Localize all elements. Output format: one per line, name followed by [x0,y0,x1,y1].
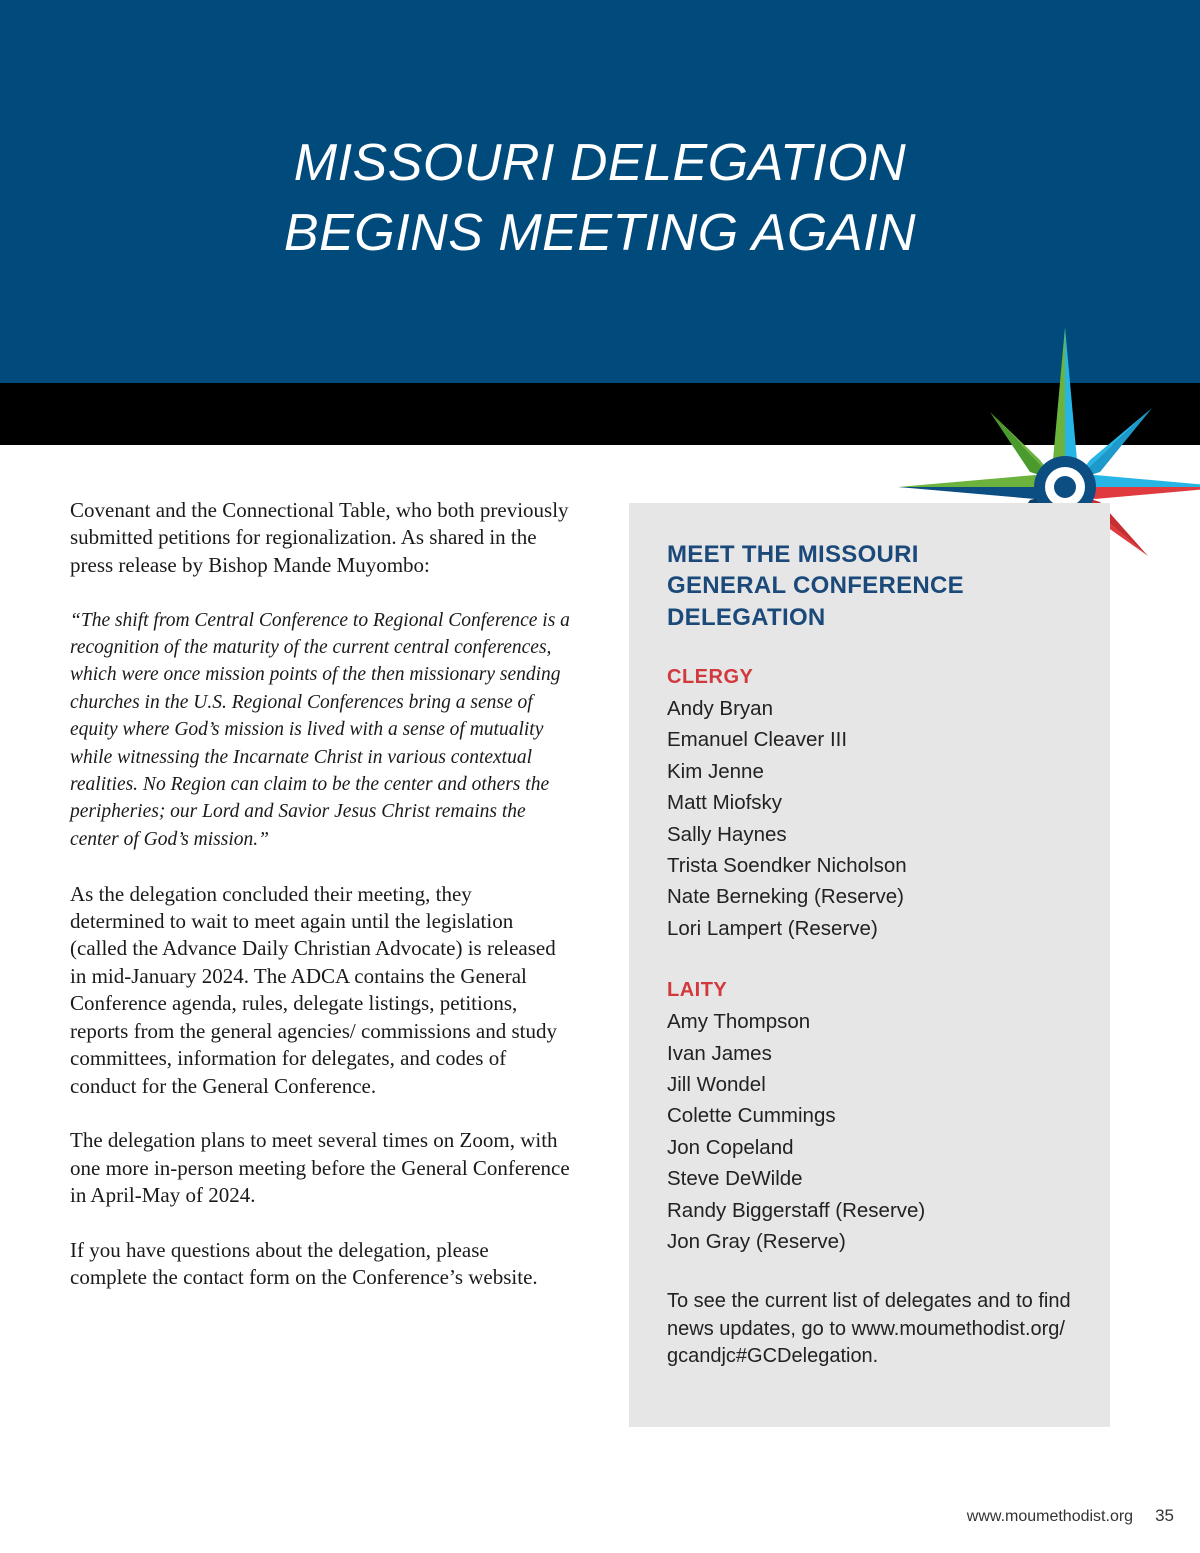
article-body [70,497,570,1319]
paragraph-intro: Covenant and the Connectional Table, who both previously submitted petitions for regionalization. As shared in the press release by Bishop Mande Muyombo: [70,498,569,577]
list-item: Randy Biggerstaff (Reserve) [667,1198,926,1222]
list-item: Jon Copeland [667,1135,794,1159]
paragraph-zoom: The delegation plans to meet several times on Zoom, with one more in-person meeting before the General Conference in April-May of 2024. [70,1128,570,1208]
sidebar-title-line-2: GENERAL CONFERENCE [667,572,964,600]
list-item: Steve DeWilde [667,1167,803,1191]
sidebar-title-line-1: MEET THE MISSOURI [667,541,919,568]
list-item: Colette Cummings [667,1104,836,1128]
list-item: Trista Soendker Nicholson [667,853,907,877]
laity-list [667,1006,1087,1257]
list-item: Ivan James [667,1041,772,1065]
compass-center-dot [1054,476,1076,498]
page-footer [0,1506,1174,1526]
clergy-list [667,693,1087,944]
list-item: Emanuel Cleaver III [667,728,848,752]
list-item: Nate Berneking (Reserve) [667,885,904,909]
clergy-heading: CLERGY [667,665,754,688]
list-item: Kim Jenne [667,759,764,783]
delegates-link-note: To see the current list of delegates and to find news updates, go to www.moumethodist.org/ gcandjc#GCDelegation. [667,1290,1071,1368]
footer-url[interactable]: www.moumethodist.org [966,1508,1134,1525]
paragraph-legislation: As the delegation concluded their meeting, they determined to wait to meet again until the legislation (called the Advance Daily Christian Advocate) is released in mid-January 2024. The ADCA contains the General Conference agenda, rules, delegate listings, petitions, reports from the general agencies/ commissions and study committees, information for delegates, and codes of conduct for the General Conference. [70,881,557,1098]
delegation-sidebar [629,503,1110,1427]
paragraph-contact: If you have questions about the delegation, please complete the contact form on the Conference’s website. [70,1237,538,1290]
title-line-2: BEGINS MEETING AGAIN [283,204,917,262]
paragraph-quote: “The shift from Central Conference to Regional Conference is a recognition of the maturity of the current central conferences, which were once mission points of the then missionary sending churches in the U.S. Regional Conferences bring a sense of equity where God’s mission is lived with a sense of mutuality while witnessing the Incarnate Christ in various contextual realities. No Region can claim to be the center and others the peripheries; our Lord and Savior Jesus Christ remains the center of God’s mission.” [70,609,570,850]
title-line-1: MISSOURI DELEGATION [293,134,907,192]
sidebar-title-line-3: DELEGATION [667,603,826,631]
page-title [0,128,1200,268]
sidebar-title [667,539,1087,633]
list-item: Lori Lampert (Reserve) [667,916,878,940]
list-item: Matt Miofsky [667,791,783,815]
list-item: Amy Thompson [667,1010,811,1034]
list-item: Sally Haynes [667,822,787,846]
list-item: Jill Wondel [667,1072,766,1096]
list-item: Andy Bryan [667,696,773,720]
list-item: Jon Gray (Reserve) [667,1229,846,1253]
laity-heading: LAITY [667,979,728,1002]
page-number: 35 [1155,1506,1174,1525]
